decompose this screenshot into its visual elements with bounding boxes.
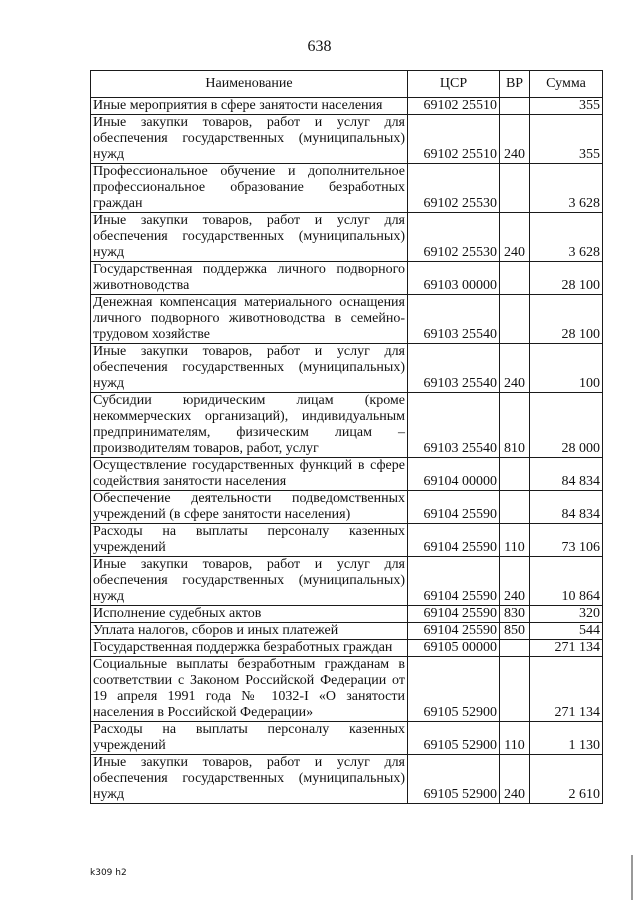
- cell-vr: [500, 164, 530, 213]
- scan-edge-mark: [631, 855, 633, 900]
- cell-sum: 10 864: [530, 557, 603, 606]
- cell-sum: 28 100: [530, 295, 603, 344]
- cell-csr: 69103 25540: [408, 344, 500, 393]
- cell-vr: 240: [500, 557, 530, 606]
- table-row: [91, 657, 603, 722]
- budget-table: [90, 70, 603, 804]
- cell-csr: 69102 25530: [408, 213, 500, 262]
- cell-name: Обеспечение деятельности подведомственных учреждений (в сфере занятости населения): [91, 491, 408, 524]
- cell-vr: 240: [500, 344, 530, 393]
- cell-csr: 69103 25540: [408, 295, 500, 344]
- cell-name: Государственная поддержка личного подворного животноводства: [91, 262, 408, 295]
- header-sum: Сумма: [530, 71, 603, 98]
- cell-csr: 69102 25530: [408, 164, 500, 213]
- cell-vr: 850: [500, 623, 530, 640]
- cell-csr: 69105 00000: [408, 640, 500, 657]
- table-row: [91, 458, 603, 491]
- header-vr: ВР: [500, 71, 530, 98]
- cell-sum: 3 628: [530, 213, 603, 262]
- cell-name: Иные закупки товаров, работ и услуг для обеспечения государственных (муниципальных) нужд: [91, 344, 408, 393]
- cell-name: Уплата налогов, сборов и иных платежей: [91, 623, 408, 640]
- cell-vr: [500, 458, 530, 491]
- cell-csr: 69105 52900: [408, 657, 500, 722]
- cell-csr: 69103 00000: [408, 262, 500, 295]
- cell-name: Государственная поддержка безработных граждан: [91, 640, 408, 657]
- cell-sum: 355: [530, 98, 603, 115]
- cell-name: Субсидии юридическим лицам (кроме некоммерческих организаций), индивидуальным предпринимателям, физическим лицам – производителям товаров, работ, услуг: [91, 393, 408, 458]
- table-row: [91, 640, 603, 657]
- cell-name: Профессиональное обучение и дополнительное профессиональное образование безработных граждан: [91, 164, 408, 213]
- cell-sum: 320: [530, 606, 603, 623]
- cell-name: Иные закупки товаров, работ и услуг для обеспечения государственных (муниципальных) нужд: [91, 213, 408, 262]
- footer-code: k309 h2: [90, 868, 127, 878]
- table-row: [91, 262, 603, 295]
- cell-csr: 69104 25590: [408, 606, 500, 623]
- table-row: [91, 213, 603, 262]
- table-header-row: [91, 71, 603, 98]
- table-row: [91, 98, 603, 115]
- cell-sum: 28 100: [530, 262, 603, 295]
- table-row: [91, 722, 603, 755]
- table-body: [91, 98, 603, 804]
- page-number: 638: [307, 38, 332, 55]
- header-csr: ЦСР: [408, 71, 500, 98]
- cell-csr: 69104 25590: [408, 623, 500, 640]
- cell-name: Иные закупки товаров, работ и услуг для обеспечения государственных (муниципальных) нужд: [91, 557, 408, 606]
- header-name: Наименование: [91, 71, 408, 98]
- cell-csr: 69105 52900: [408, 722, 500, 755]
- cell-sum: 271 134: [530, 640, 603, 657]
- table-row: [91, 623, 603, 640]
- cell-sum: 2 610: [530, 755, 603, 804]
- cell-vr: [500, 491, 530, 524]
- cell-sum: 100: [530, 344, 603, 393]
- cell-sum: 271 134: [530, 657, 603, 722]
- table-row: [91, 295, 603, 344]
- cell-sum: 1 130: [530, 722, 603, 755]
- cell-sum: 73 106: [530, 524, 603, 557]
- cell-vr: 810: [500, 393, 530, 458]
- table-row: [91, 344, 603, 393]
- cell-name: Иные закупки товаров, работ и услуг для обеспечения государственных (муниципальных) нужд: [91, 115, 408, 164]
- cell-csr: 69105 52900: [408, 755, 500, 804]
- cell-vr: 110: [500, 722, 530, 755]
- cell-vr: [500, 98, 530, 115]
- cell-vr: [500, 262, 530, 295]
- cell-csr: 69103 25540: [408, 393, 500, 458]
- table-row: [91, 524, 603, 557]
- cell-sum: 28 000: [530, 393, 603, 458]
- cell-vr: 240: [500, 755, 530, 804]
- cell-vr: [500, 295, 530, 344]
- table-row: [91, 393, 603, 458]
- cell-csr: 69102 25510: [408, 115, 500, 164]
- cell-csr: 69104 25590: [408, 491, 500, 524]
- cell-vr: [500, 640, 530, 657]
- cell-name: Осуществление государственных функций в сфере содействия занятости населения: [91, 458, 408, 491]
- cell-vr: 830: [500, 606, 530, 623]
- cell-csr: 69102 25510: [408, 98, 500, 115]
- table-row: [91, 164, 603, 213]
- cell-name: Иные закупки товаров, работ и услуг для обеспечения государственных (муниципальных) нужд: [91, 755, 408, 804]
- table-row: [91, 115, 603, 164]
- cell-csr: 69104 25590: [408, 557, 500, 606]
- cell-name: Исполнение судебных актов: [91, 606, 408, 623]
- cell-vr: [500, 657, 530, 722]
- cell-vr: 110: [500, 524, 530, 557]
- cell-vr: 240: [500, 213, 530, 262]
- cell-sum: 84 834: [530, 458, 603, 491]
- cell-sum: 84 834: [530, 491, 603, 524]
- cell-sum: 355: [530, 115, 603, 164]
- cell-name: Иные мероприятия в сфере занятости населения: [91, 98, 408, 115]
- cell-name: Расходы на выплаты персоналу казенных учреждений: [91, 524, 408, 557]
- cell-name: Расходы на выплаты персоналу казенных учреждений: [91, 722, 408, 755]
- table-row: [91, 606, 603, 623]
- table-row: [91, 755, 603, 804]
- cell-sum: 3 628: [530, 164, 603, 213]
- table-row: [91, 557, 603, 606]
- table-row: [91, 491, 603, 524]
- cell-csr: 69104 00000: [408, 458, 500, 491]
- cell-vr: 240: [500, 115, 530, 164]
- cell-name: Денежная компенсация материального оснащения личного подворного животноводства в семейно-трудовом хозяйстве: [91, 295, 408, 344]
- cell-name: Социальные выплаты безработным гражданам в соответствии с Законом Российской Федерации от 19 апреля 1991 года № 1032-I «О занятости населения в Российской Федерации»: [91, 657, 408, 722]
- cell-csr: 69104 25590: [408, 524, 500, 557]
- cell-sum: 544: [530, 623, 603, 640]
